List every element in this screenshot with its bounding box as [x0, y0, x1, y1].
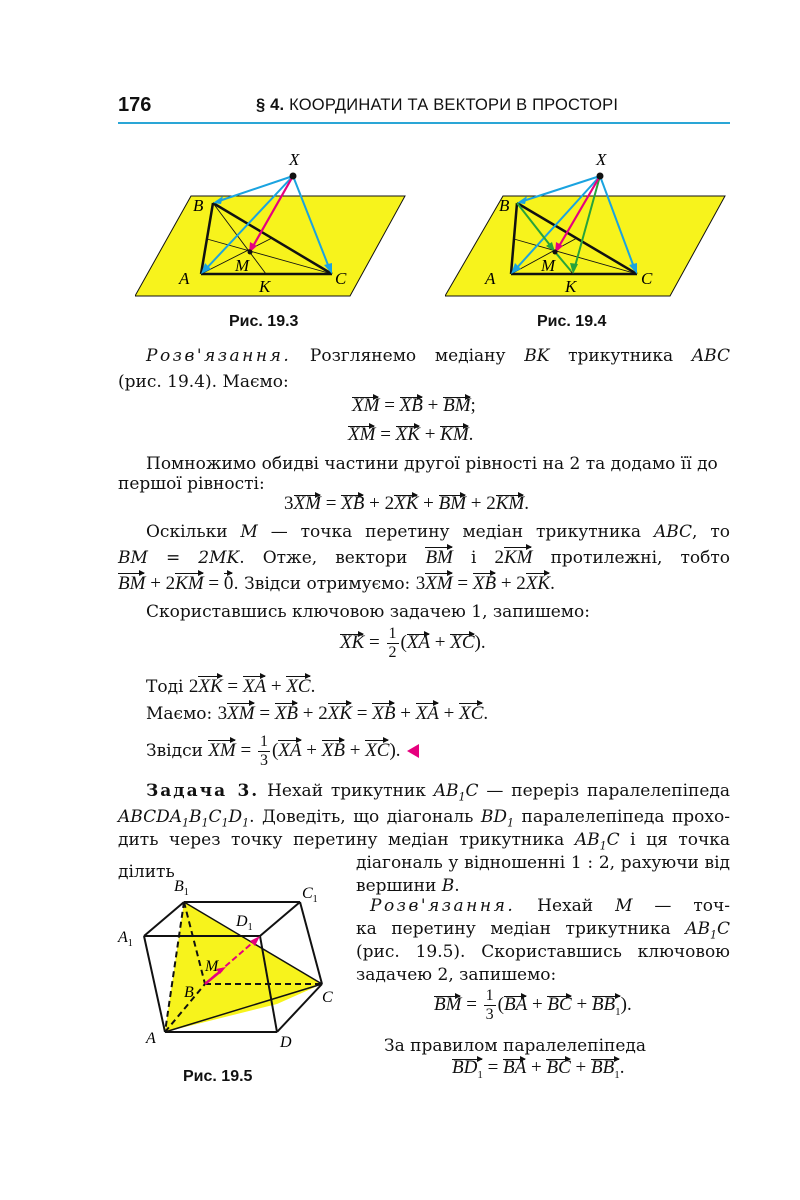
label-m: M — [235, 256, 250, 275]
solution2-line3: (рис. 19.5). Скориставшись ключовою — [356, 942, 730, 962]
label-d1: $D_1$ — [236, 913, 253, 933]
text: — точ- — [632, 896, 730, 916]
math-b: B — [441, 876, 455, 896]
task-word: Задача 3. — [146, 781, 260, 801]
label-m: M — [205, 958, 219, 975]
math-bm2mk: BM = 2MK — [118, 548, 240, 568]
edge-a1b1 — [144, 902, 184, 936]
solution1-line1 — [118, 343, 730, 369]
text: Нехай — [515, 896, 616, 916]
label-c1: $C_1$ — [302, 885, 318, 905]
multiply-line1: Помножимо обидві частини другої рівності на 2 та додамо її до — [146, 454, 718, 474]
text: і ця точка ділить — [118, 830, 730, 883]
key-task-line: Скориставшись ключовою задачею 1, запишемо: — [146, 602, 590, 622]
label-x: X — [289, 150, 300, 169]
label-c: C — [335, 269, 347, 288]
caption-fig-19-5: Рис. 19.5 — [183, 1068, 253, 1085]
label-k: K — [565, 277, 577, 296]
label-m: M — [541, 256, 556, 275]
point-m — [553, 250, 558, 255]
solution1-line2: (рис. 19.4). Маємо: — [118, 372, 289, 392]
text: ка перетину медіан трикутника — [356, 919, 686, 939]
text: Звідси — [146, 740, 209, 761]
section-number: § 4. — [256, 96, 285, 114]
edge-c1c — [300, 902, 322, 984]
text: трикутника — [549, 346, 692, 366]
edge-d1c1 — [260, 902, 300, 936]
text: . — [454, 876, 460, 896]
label-x: X — [596, 150, 607, 169]
since-line3: BM + 2KM = 0. Звідси отримуємо: 3XM = XB + 2XK. — [118, 571, 555, 597]
subscript: 1 — [201, 816, 209, 830]
end-of-proof-icon — [407, 744, 419, 758]
text: . Звідси отримуємо: — [233, 574, 416, 594]
text: Тоді — [146, 677, 189, 697]
then-line: Тоді 2XK = XA + XC. — [146, 674, 315, 700]
label-c: C — [641, 269, 653, 288]
figure-19-3 — [135, 150, 415, 300]
text: — переріз паралелепіпеда — [478, 781, 730, 801]
text: . Отже, вектори — [239, 548, 426, 568]
label-k: K — [259, 277, 271, 296]
label-b1: $B_1$ — [174, 878, 189, 898]
header-rule — [118, 122, 730, 124]
text: вершини — [356, 876, 442, 896]
figure-19-5 — [112, 872, 347, 1052]
subscript: 1 — [507, 816, 515, 830]
equation-5: BM = $\frac{1}{3}$ (BA + BC + $BB_1$). — [434, 987, 632, 1023]
parallelepiped-rule: За правилом паралелепіпеда — [384, 1036, 647, 1056]
math: AB — [433, 781, 459, 801]
from-here-line: Звідси XM = $\frac{1}{3}$ (XA + XB + XC). — [146, 733, 419, 770]
since-line2: BM = 2MK. Отже, вектори BM і 2KM протилежні, тобто — [118, 545, 730, 571]
task3-line2: $ABCDA_1B_1C_1D_1$. Доведіть, що діагональ $BD_1$ паралелепіпеда прохо- — [118, 807, 730, 830]
subscript: 1 — [221, 816, 229, 830]
label-a: A — [146, 1030, 156, 1047]
since-line1 — [118, 519, 730, 545]
label-c: C — [322, 989, 333, 1006]
math: C — [716, 919, 730, 939]
math-bk: BK — [524, 346, 550, 366]
subscript: 1 — [242, 816, 250, 830]
subscript: 1 — [709, 928, 717, 942]
subscript: 1 — [182, 816, 189, 830]
text: Оскільки — [146, 522, 241, 542]
text: Розглянемо медіану — [291, 346, 525, 366]
edge-a1a — [144, 936, 165, 1032]
solution-word: Розв'язання. — [146, 346, 292, 366]
we-have-line: Маємо: 3XM = XB + 2XK = XB + XA + XC. — [146, 701, 488, 727]
caption-fig-19-4: Рис. 19.4 — [537, 313, 607, 330]
point-x — [290, 173, 297, 180]
math: C — [465, 781, 479, 801]
equation-1: XM = XB + BM; — [352, 395, 476, 416]
equation-3: 3XM = XB + 2XK + BM + 2KM. — [284, 493, 529, 514]
task3-line4: діагональ у відношенні 1 : 2, рахуючи від — [356, 853, 730, 873]
text: протилежні, тобто — [532, 548, 731, 568]
label-b: B — [193, 196, 204, 215]
point-m — [248, 250, 253, 255]
label-a: A — [179, 269, 190, 288]
math: AB — [574, 830, 600, 850]
equation-2: XM = XK + KM. — [348, 424, 474, 445]
text: і — [452, 548, 495, 568]
text: Маємо: — [146, 704, 218, 724]
caption-fig-19-3: Рис. 19.3 — [229, 313, 299, 330]
math-abc: ABC — [691, 346, 730, 366]
solution2-line4: задачею 2, запишемо: — [356, 965, 557, 985]
figure-19-4 — [445, 150, 730, 300]
equation-4: XK = $\frac{1}{2}$ (XA + XC). — [340, 625, 486, 661]
math: BD — [480, 807, 508, 827]
text: дить через точку перетину медіан трикутника — [118, 830, 575, 850]
section-title: КООРДИНАТИ ТА ВЕКТОРИ В ПРОСТОРІ — [289, 96, 619, 114]
label-b: B — [184, 984, 194, 1001]
subscript: 1 — [599, 839, 607, 853]
running-header — [256, 96, 618, 115]
text: Нехай трикутник — [259, 781, 434, 801]
math-m: M — [615, 896, 633, 916]
text: . Доведіть, що діагональ — [249, 807, 481, 827]
text: — точка перетину медіан трикутника — [257, 522, 654, 542]
point-x — [597, 173, 604, 180]
math: AB — [685, 919, 710, 939]
label-a: A — [485, 269, 496, 288]
solution-word: Розв'язання. — [370, 896, 516, 916]
multiply-line2: першої рівності: — [118, 474, 265, 494]
math: ABCDA — [118, 807, 182, 827]
label-a1: $A_1$ — [118, 929, 133, 949]
math-m: M — [240, 522, 258, 542]
label-d: D — [280, 1034, 292, 1051]
subscript: 1 — [458, 790, 466, 804]
label-b: B — [499, 196, 510, 215]
text: паралелепіпеда прохо- — [514, 807, 730, 827]
math: C — [606, 830, 620, 850]
page-number: 176 — [118, 94, 152, 116]
equation-6: $BD_1$ = BA + BC + $BB_1$. — [452, 1057, 625, 1081]
math-abc: ABC — [653, 522, 693, 542]
text: , то — [692, 522, 730, 542]
